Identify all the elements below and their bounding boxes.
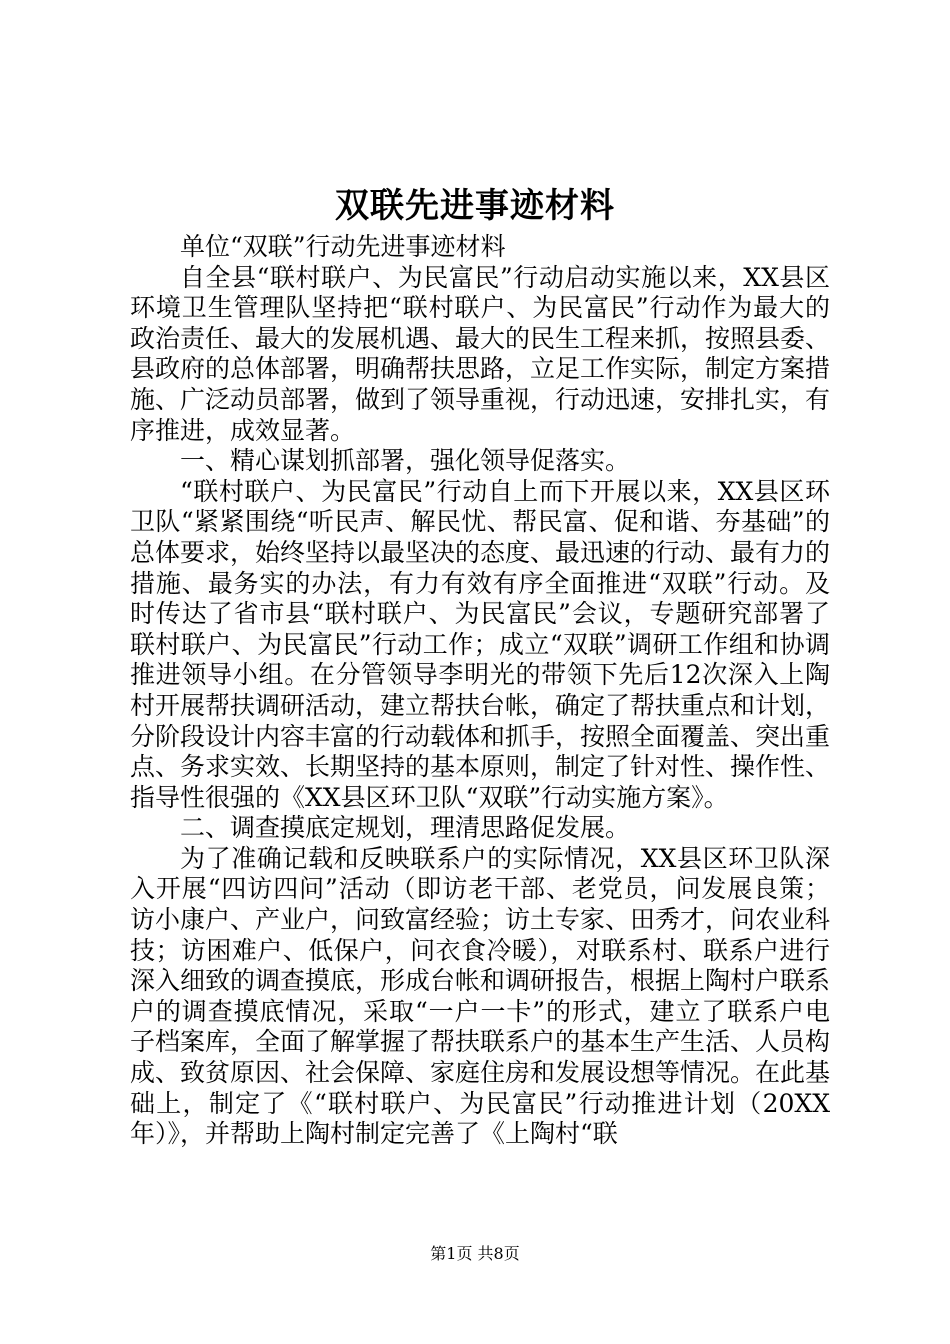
page-footer: [0, 1243, 950, 1265]
page-indicator: 第1页 共8页: [430, 1244, 520, 1263]
section-heading-2: 二、调查摸底定规划，理清思路促发展。: [180, 813, 631, 843]
subtitle-paragraph: 单位“双联”行动先进事迹材料: [180, 232, 506, 261]
section-heading-1: 一、精心谋划抓部署，强化领导促落实。: [180, 446, 631, 476]
document-body: [130, 232, 830, 1150]
section-2-paragraph: 为了准确记载和反映联系户的实际情况，XX县区环卫队深入开展“四访四问”活动（即访老干部、老党员，问发展良策；访小康户、产业户，问致富经验；访土专家、田秀才，问农业科技；访困难户、低保户，问衣食冷暖），对联系村、联系户进行深入细致的调查摸底，形成台帐和调研报告，根据上陶村户联系户的调查摸底情况，采取“一户一卡”的形式，建立了联系户电子档案库，全面了解掌握了帮扶联系户的基本生产生活、人员构成、致贫原因、社会保障、家庭住房和发展设想等情况。在此基础上，制定了《“联村联户、为民富民”行动推进计划（20XX年）》，并帮助上陶村制定完善了《上陶村“联: [130, 843, 831, 1149]
document-title: 双联先进事迹材料: [335, 186, 615, 226]
section-1-paragraph: “联村联户、为民富民”行动自上而下开展以来，XX县区环卫队“紧紧围绕“听民声、解民忧、帮民富、促和谐、夯基础”的总体要求，始终坚持以最坚决的态度、最迅速的行动、最有力的措施、最务实的办法，有力有效有序全面推进“双联”行动。及时传达了省市县“联村联户、为民富民”会议，专题研究部署了联村联户、为民富民”行动工作；成立“双联”调研工作组和协调推进领导小组。在分管领导李明光的带领下先后12次深入上陶村开展帮扶调研活动，建立帮扶台帐，确定了帮扶重点和计划，分阶段设计内容丰富的行动载体和抓手，按照全面覆盖、突出重点、务求实效、长期坚持的基本原则，制定了针对性、操作性、指导性很强的《XX县区环卫队“双联”行动实施方案》。: [130, 476, 831, 812]
intro-paragraph: 自全县“联村联户、为民富民”行动启动实施以来，XX县区环境卫生管理队坚持把“联村联户、为民富民”行动作为最大的政治责任、最大的发展机遇、最大的民生工程来抓，按照县委、县政府的总体部署，明确帮扶思路，立足工作实际，制定方案措施、广泛动员部署，做到了领导重视，行动迅速，安排扎实，有序推进，成效显著。: [130, 262, 831, 445]
